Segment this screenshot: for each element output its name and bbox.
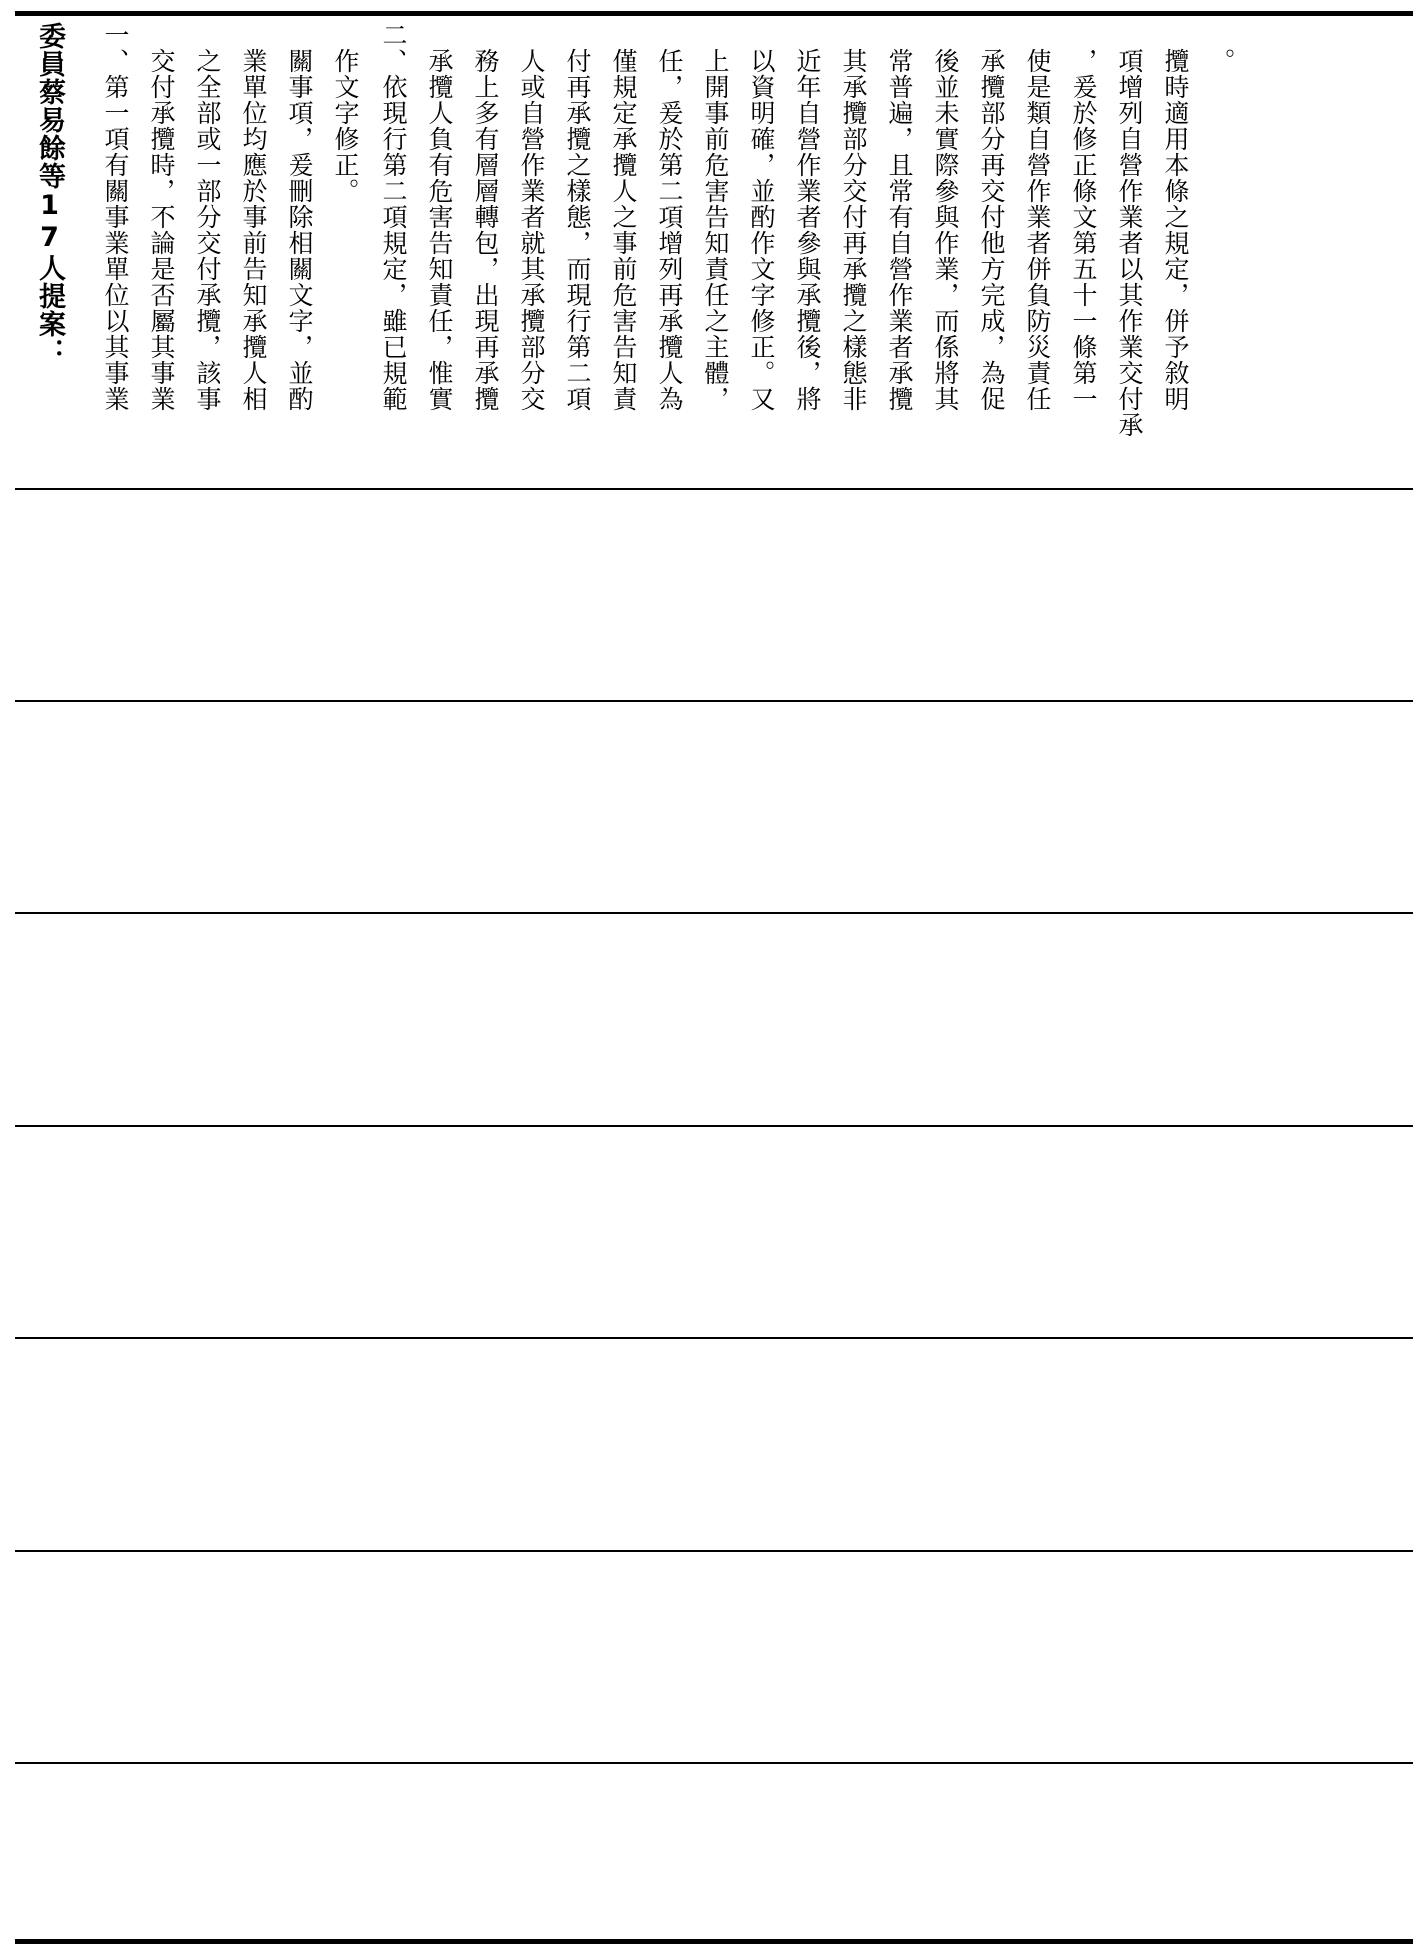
para2-line-1: 二、依現行第二項規定，雖已規範 (379, 22, 408, 412)
para2-line-4: 人或自營作業者就其承攬部分交 (517, 48, 546, 412)
para2-line-7: 任，爰於第二項增列再承攬人為 (655, 48, 684, 412)
para2-line-12: 常普遍，且常有自營作業者承攬 (885, 48, 914, 412)
proposal-title: 委員蔡易餘等17人提案： (34, 22, 65, 366)
row-divider-3 (15, 912, 1413, 914)
table-bottom-border (15, 1939, 1413, 1944)
para1-line-5: 關事項，爰刪除相關文字，並酌 (285, 48, 314, 412)
para1-line-4: 業單位均應於事前告知承攬人相 (239, 48, 268, 412)
para2-line-17: 項增列自營作業者以其作業交付承 (1115, 48, 1144, 438)
para2-line-13: 後並未實際參與作業，而係將其 (931, 48, 960, 412)
para2-line-2: 承攬人負有危害告知責任，惟實 (425, 48, 454, 412)
row-divider-2 (15, 700, 1413, 702)
para2-line-11: 其承攬部分交付再承攬之樣態非 (839, 48, 868, 412)
para2-line-19: 。 (1207, 48, 1236, 74)
para1-line-2: 交付承攬時，不論是否屬其事業 (147, 48, 176, 412)
row-divider-6 (15, 1550, 1413, 1552)
para2-line-10: 近年自營作業者參與承攬後，將 (793, 48, 822, 412)
para2-line-18: 攬時適用本條之規定，併予敘明 (1161, 48, 1190, 412)
row-divider-5 (15, 1337, 1413, 1339)
row-divider-7 (15, 1762, 1413, 1764)
para2-line-16: ，爰於修正條文第五十一條第一 (1069, 48, 1098, 412)
para2-line-8: 上開事前危害告知責任之主體， (701, 48, 730, 412)
para2-line-15: 使是類自營作業者併負防災責任 (1023, 48, 1052, 412)
para1-line-6: 作文字修正。 (331, 48, 360, 204)
para2-line-6: 僅規定承攬人之事前危害告知責 (609, 48, 638, 412)
row-divider-1 (15, 488, 1413, 490)
table-top-border (15, 11, 1413, 16)
para1-line-1: 一、第一項有關事業單位以其事業 (101, 22, 130, 412)
para2-line-9: 以資明確，並酌作文字修正。又 (747, 48, 776, 412)
para1-line-3: 之全部或一部分交付承攬，該事 (193, 48, 222, 412)
row-divider-4 (15, 1125, 1413, 1127)
para2-line-3: 務上多有層層轉包，出現再承攬 (471, 48, 500, 412)
para2-line-14: 承攬部分再交付他方完成，為促 (977, 48, 1006, 412)
para2-line-5: 付再承攬之樣態，而現行第二項 (563, 48, 592, 412)
